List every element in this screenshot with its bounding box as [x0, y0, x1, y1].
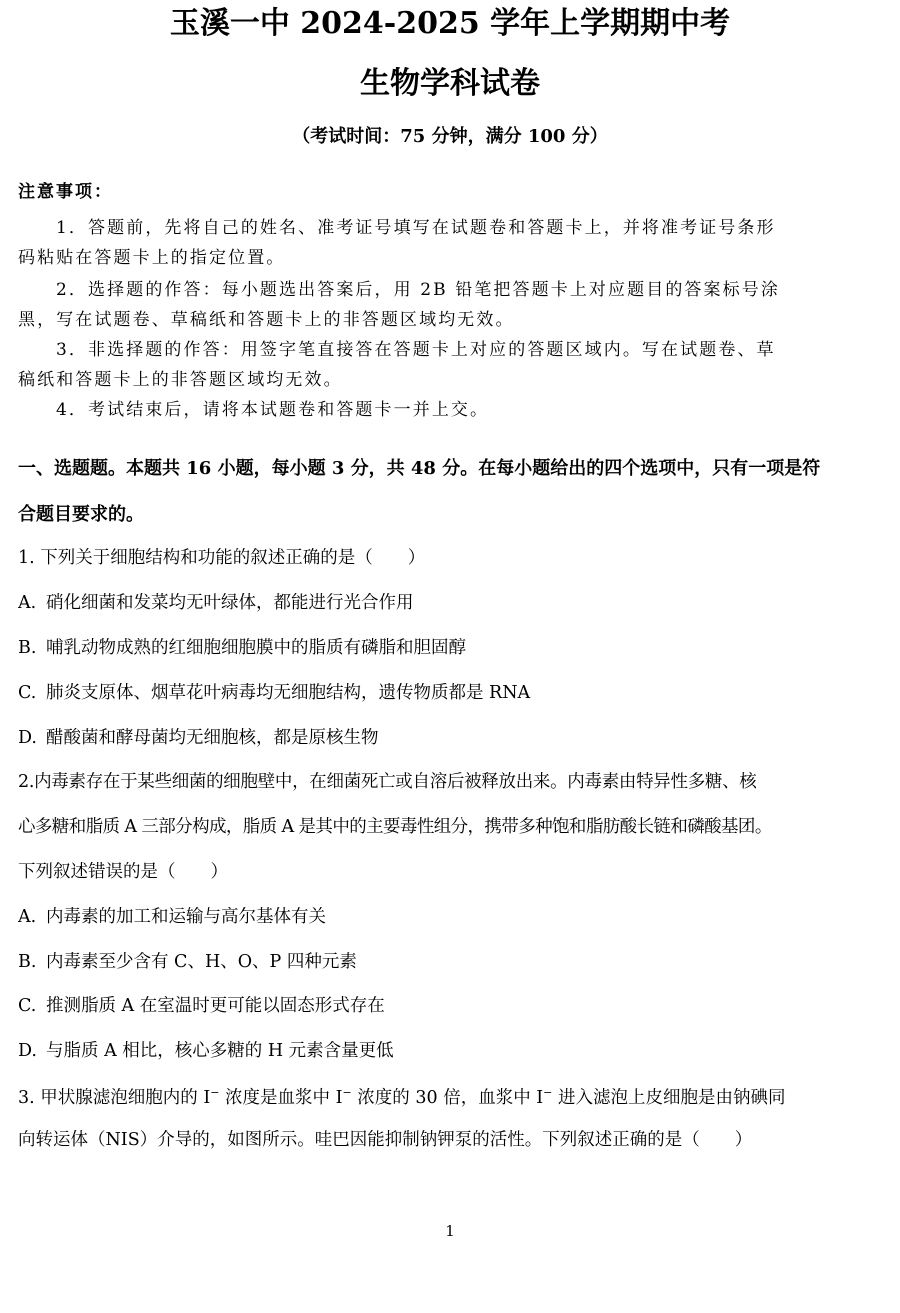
question-3-text: 浓度的 30 倍，血浆中 I	[351, 1087, 544, 1108]
exam-subject-title: 生物学科试卷	[360, 66, 540, 101]
notice-item-4: 4．考试结束后，请将本试题卷和答题卡一并上交。	[56, 400, 490, 420]
question-3-stem	[18, 1086, 880, 1109]
section-heading-cont: 合题目要求的。	[18, 504, 144, 525]
question-3-text: 进入滤泡上皮细胞是由钠碘同	[552, 1087, 786, 1108]
question-2-option-a	[18, 907, 880, 928]
question-3-text: 3. 甲状腺滤泡细胞内的 I	[18, 1087, 211, 1108]
notice-heading: 注意事项：	[18, 182, 113, 202]
question-2-stem-cont: 心多糖和脂质 A 三部分构成，脂质 A 是其中的主要毒性组分，携带多种饱和脂肪酸长链和磷酸基团。	[18, 817, 772, 837]
option-text: 哺乳动物成熟的红细胞细胞膜中的脂质有磷脂和胆固醇	[46, 638, 466, 658]
page-number: 1	[445, 1222, 455, 1240]
question-2-option-c	[18, 996, 880, 1017]
option-label: D.	[18, 728, 37, 748]
question-2-option-d	[18, 1041, 880, 1062]
option-text: 醋酸菌和酵母菌均无细胞核，都是原核生物	[46, 728, 379, 748]
exam-title: 玉溪一中 2024-2025 学年上学期期中考	[169, 6, 731, 41]
question-1-option-a	[18, 593, 880, 614]
option-label: A.	[18, 907, 37, 927]
option-text: 与脂质 A 相比，核心多糖的 H 元素含量更低	[46, 1041, 394, 1061]
notice-item-2: 2．选择题的作答：每小题选出答案后，用 2B 铅笔把答题卡上对应题目的答案标号涂	[56, 280, 780, 300]
question-1-stem: 1. 下列关于细胞结构和功能的叙述正确的是（ ）	[18, 548, 426, 568]
question-2-stem: 2.内毒素存在于某些细菌的细胞壁中，在细菌死亡或自溶后被释放出来。内毒素由特异性多糖、核	[18, 772, 757, 792]
option-label: C.	[18, 683, 37, 703]
question-1-option-b	[18, 638, 880, 659]
notice-item-1-cont: 码粘贴在答题卡上的指定位置。	[18, 248, 286, 268]
question-1-option-c	[18, 683, 880, 704]
question-2-option-b	[18, 952, 880, 973]
section-heading: 一、选题题。本题共 16 小题，每小题 3 分，共 48 分。在每小题给出的四个选项中，只有一项是符	[18, 458, 821, 479]
option-text: 硝化细菌和发菜均无叶绿体，都能进行光合作用	[46, 593, 414, 613]
option-label: B.	[18, 638, 37, 658]
option-text: 肺炎支原体、烟草花叶病毒均无细胞结构，遗传物质都是 RNA	[46, 683, 531, 703]
question-1-option-d	[18, 728, 880, 749]
notice-item-3-cont: 稿纸和答题卡上的非答题区域均无效。	[18, 370, 343, 390]
ion-charge: −	[342, 1086, 352, 1099]
option-label: D.	[18, 1041, 37, 1061]
question-3-stem-cont: 向转运体（NIS）介导的，如图所示。哇巴因能抑制钠钾泵的活性。下列叙述正确的是（ ）	[18, 1130, 753, 1150]
option-label: B.	[18, 952, 37, 972]
exam-info: （考试时间：75 分钟，满分 100 分）	[292, 126, 608, 147]
option-text: 内毒素的加工和运输与高尔基体有关	[46, 907, 326, 927]
notice-item-3: 3．非选择题的作答：用签字笔直接答在答题卡上对应的答题区域内。写在试题卷、草	[56, 340, 776, 360]
option-label: C.	[18, 996, 37, 1016]
option-text: 内毒素至少含有 C、H、O、P 四种元素	[46, 952, 357, 972]
ion-charge: −	[210, 1086, 220, 1099]
notice-item-1: 1．答题前，先将自己的姓名、准考证号填写在试题卷和答题卡上，并将准考证号条形	[56, 218, 776, 238]
ion-charge: −	[543, 1086, 553, 1099]
question-3-text: 浓度是血浆中 I	[219, 1087, 343, 1108]
notice-item-2-cont: 黑，写在试题卷、草稿纸和答题卡上的非答题区域均无效。	[18, 310, 515, 330]
option-text: 推测脂质 A 在室温时更可能以固态形式存在	[46, 996, 385, 1016]
question-2-stem-end: 下列叙述错误的是（ ）	[18, 862, 228, 882]
option-label: A.	[18, 593, 37, 613]
